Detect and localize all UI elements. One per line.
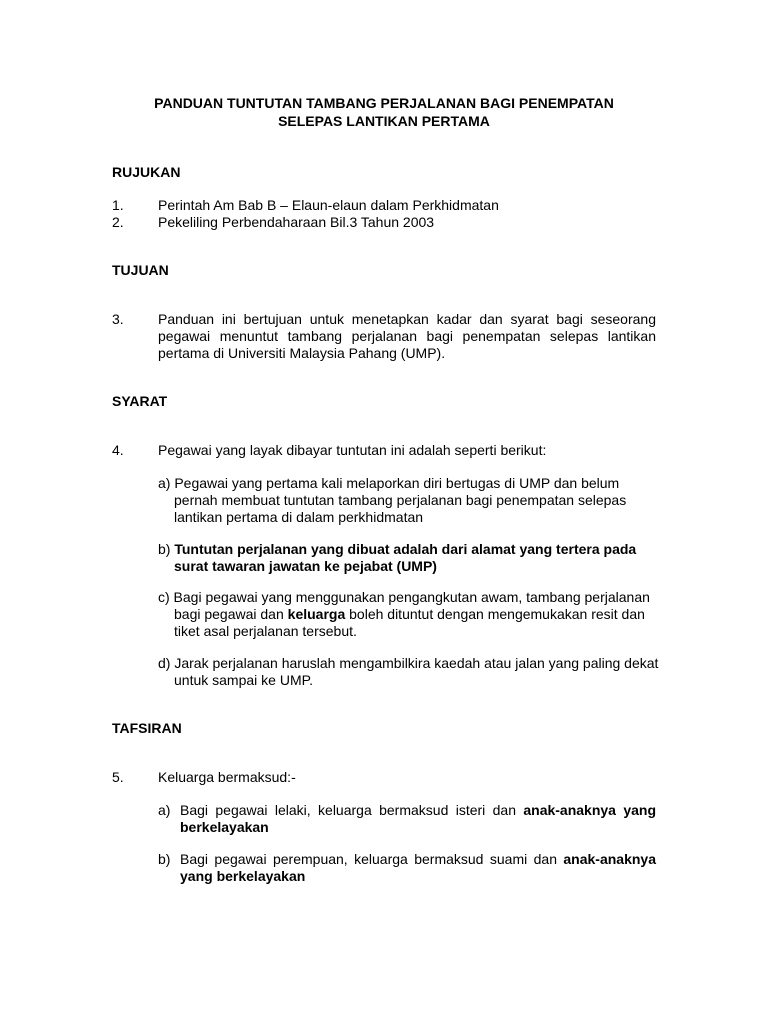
ref-text-1: Perintah Am Bab B – Elaun-elaun dalam Perkhidmatan [158,197,499,213]
syarat-c-line-3: tiket asal perjalanan tersebut. [174,623,357,639]
syarat-item-c [158,589,658,640]
syarat-b-prefix: b) [158,541,175,557]
syarat-intro: Pegawai yang layak dibayar tuntutan ini adalah seperti berikut: [158,442,547,458]
syarat-a-line-2: pernah membuat tuntutan tambang perjalanan bagi penempatan selepas [174,492,627,508]
section-heading-tafsiran: TAFSIRAN [112,720,182,736]
tujuan-paragraph [158,311,656,362]
tafsiran-a-text [180,802,656,836]
syarat-b-line-2 [158,558,658,575]
tafsiran-item-a [158,802,656,836]
paragraph-number-3: 3. [112,311,124,327]
syarat-item-a [158,475,658,526]
tafsiran-b-text [180,851,656,885]
tafsiran-a-pre: Bagi pegawai lelaki, keluarga bermaksud isteri dan [180,802,524,818]
syarat-c-line-2 [158,606,658,623]
syarat-b-bold-1: Tuntutan perjalanan yang dibuat adalah dari alamat yang tertera pada [174,541,637,557]
tafsiran-item-b [158,851,656,885]
ref-number-1: 1. [112,197,124,213]
syarat-d-line-2: untuk sampai ke UMP. [174,672,314,688]
syarat-b-bold-2: surat tawaran jawatan ke pejabat (UMP) [174,558,437,574]
document-title [110,94,658,130]
syarat-b-line-1 [158,541,658,558]
title-line-2: SELEPAS LANTIKAN PERTAMA [278,113,490,129]
syarat-a-line-3: lantikan pertama di dalam perkhidmatan [174,509,424,525]
tafsiran-intro: Keluarga bermaksud:- [158,769,296,785]
section-heading-tujuan: TUJUAN [112,262,169,278]
syarat-d-line-1: d) Jarak perjalanan haruslah mengambilkira kaedah atau jalan yang paling dekat [158,655,659,671]
syarat-item-b [158,541,658,575]
paragraph-number-5: 5. [112,769,124,785]
syarat-c-line-2-post: boleh dituntut dengan mengemukakan resit dan [345,606,645,622]
tafsiran-b-pre: Bagi pegawai perempuan, keluarga bermaksud suami dan [180,851,564,867]
tafsiran-b-label: b) [158,851,171,867]
title-line-1: PANDUAN TUNTUTAN TAMBANG PERJALANAN BAGI PENEMPATAN [154,95,614,111]
ref-text-2: Pekeliling Perbendaharaan Bil.3 Tahun 2003 [158,214,435,230]
section-heading-syarat: SYARAT [112,393,168,409]
tafsiran-b-bold: anak-anaknya yang berkelayakan [180,851,656,884]
section-heading-rujukan: RUJUKAN [112,164,181,180]
paragraph-number-4: 4. [112,442,124,458]
syarat-item-d [158,655,658,689]
syarat-a-line-1: a) Pegawai yang pertama kali melaporkan diri bertugas di UMP dan belum [158,475,620,491]
tafsiran-a-bold: anak-anaknya yang berkelayakan [180,802,656,835]
syarat-c-keluarga: keluarga [287,606,346,622]
syarat-c-line-2-pre: bagi pegawai dan [174,606,288,622]
tujuan-text: Panduan ini bertujuan untuk menetapkan kadar dan syarat bagi seseorang pegawai menuntut tambang perjalanan bagi penempatan selepas lantikan pertama di Universiti Malaysia Pahang (UMP). [158,311,656,361]
tafsiran-a-label: a) [158,802,171,818]
syarat-c-line-1: c) Bagi pegawai yang menggunakan pengangkutan awam, tambang perjalanan [158,589,650,605]
ref-number-2: 2. [112,214,124,230]
